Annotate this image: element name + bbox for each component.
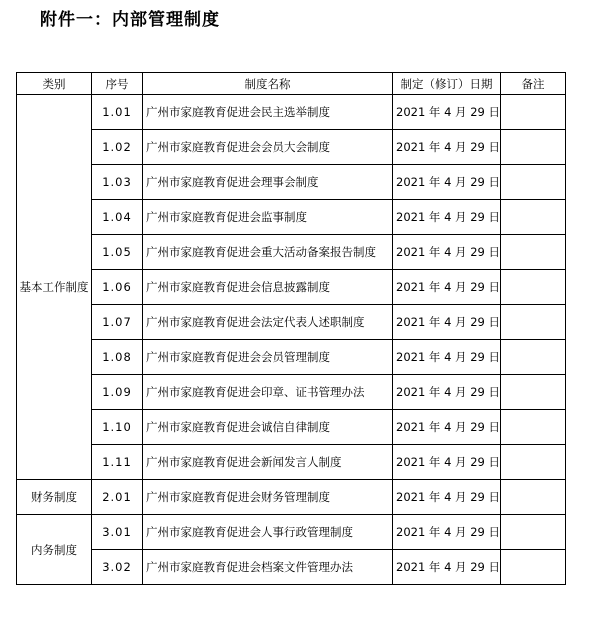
table-row [17, 95, 566, 130]
header-date: 制定（修订）日期 [393, 73, 501, 95]
table-row [17, 375, 566, 410]
table-body [17, 95, 566, 585]
note-cell [501, 165, 566, 200]
number-cell: 1.11 [92, 445, 143, 480]
number-cell: 1.08 [92, 340, 143, 375]
number-cell: 1.07 [92, 305, 143, 340]
table-row [17, 445, 566, 480]
table-row [17, 515, 566, 550]
number-cell: 1.06 [92, 270, 143, 305]
number-cell: 1.01 [92, 95, 143, 130]
regulation-name-cell: 广州市家庭教育促进会印章、证书管理办法 [143, 375, 393, 410]
table-row [17, 550, 566, 585]
note-cell [501, 550, 566, 585]
regulation-name-cell: 广州市家庭教育促进会诚信自律制度 [143, 410, 393, 445]
regulations-table [16, 72, 566, 585]
note-cell [501, 235, 566, 270]
note-cell [501, 375, 566, 410]
date-cell: 2021 年 4 月 29 日 [393, 480, 501, 515]
regulation-name-cell: 广州市家庭教育促进会财务管理制度 [143, 480, 393, 515]
number-cell: 3.01 [92, 515, 143, 550]
note-cell [501, 95, 566, 130]
note-cell [501, 410, 566, 445]
note-cell [501, 270, 566, 305]
date-cell: 2021 年 4 月 29 日 [393, 200, 501, 235]
note-cell [501, 305, 566, 340]
category-cell: 财务制度 [17, 480, 92, 515]
table-row [17, 130, 566, 165]
regulation-name-cell: 广州市家庭教育促进会监事制度 [143, 200, 393, 235]
note-cell [501, 445, 566, 480]
header-number: 序号 [92, 73, 143, 95]
date-cell: 2021 年 4 月 29 日 [393, 165, 501, 200]
date-cell: 2021 年 4 月 29 日 [393, 550, 501, 585]
date-cell: 2021 年 4 月 29 日 [393, 130, 501, 165]
regulation-name-cell: 广州市家庭教育促进会档案文件管理办法 [143, 550, 393, 585]
number-cell: 1.05 [92, 235, 143, 270]
date-cell: 2021 年 4 月 29 日 [393, 95, 501, 130]
regulation-name-cell: 广州市家庭教育促进会重大活动备案报告制度 [143, 235, 393, 270]
note-cell [501, 340, 566, 375]
number-cell: 1.02 [92, 130, 143, 165]
table-row [17, 235, 566, 270]
date-cell: 2021 年 4 月 29 日 [393, 445, 501, 480]
regulation-name-cell: 广州市家庭教育促进会会员大会制度 [143, 130, 393, 165]
regulation-name-cell: 广州市家庭教育促进会法定代表人述职制度 [143, 305, 393, 340]
category-cell: 内务制度 [17, 515, 92, 585]
number-cell: 1.09 [92, 375, 143, 410]
regulation-name-cell: 广州市家庭教育促进会人事行政管理制度 [143, 515, 393, 550]
table-row [17, 200, 566, 235]
table-row [17, 410, 566, 445]
regulation-name-cell: 广州市家庭教育促进会会员管理制度 [143, 340, 393, 375]
date-cell: 2021 年 4 月 29 日 [393, 410, 501, 445]
number-cell: 1.03 [92, 165, 143, 200]
regulation-name-cell: 广州市家庭教育促进会新闻发言人制度 [143, 445, 393, 480]
date-cell: 2021 年 4 月 29 日 [393, 515, 501, 550]
header-regulation-name: 制度名称 [143, 73, 393, 95]
document-title: 附件一：内部管理制度 [40, 10, 220, 30]
note-cell [501, 200, 566, 235]
category-cell: 基本工作制度 [17, 95, 92, 480]
table-row [17, 270, 566, 305]
note-cell [501, 130, 566, 165]
date-cell: 2021 年 4 月 29 日 [393, 270, 501, 305]
note-cell [501, 515, 566, 550]
table-row [17, 340, 566, 375]
number-cell: 2.01 [92, 480, 143, 515]
table-row [17, 165, 566, 200]
header-note: 备注 [501, 73, 566, 95]
regulation-name-cell: 广州市家庭教育促进会理事会制度 [143, 165, 393, 200]
number-cell: 1.04 [92, 200, 143, 235]
table-header-row [17, 73, 566, 95]
number-cell: 1.10 [92, 410, 143, 445]
regulation-name-cell: 广州市家庭教育促进会信息披露制度 [143, 270, 393, 305]
number-cell: 3.02 [92, 550, 143, 585]
table-row [17, 305, 566, 340]
regulation-name-cell: 广州市家庭教育促进会民主选举制度 [143, 95, 393, 130]
date-cell: 2021 年 4 月 29 日 [393, 375, 501, 410]
date-cell: 2021 年 4 月 29 日 [393, 340, 501, 375]
note-cell [501, 480, 566, 515]
date-cell: 2021 年 4 月 29 日 [393, 305, 501, 340]
header-category: 类别 [17, 73, 92, 95]
date-cell: 2021 年 4 月 29 日 [393, 235, 501, 270]
table-row [17, 480, 566, 515]
